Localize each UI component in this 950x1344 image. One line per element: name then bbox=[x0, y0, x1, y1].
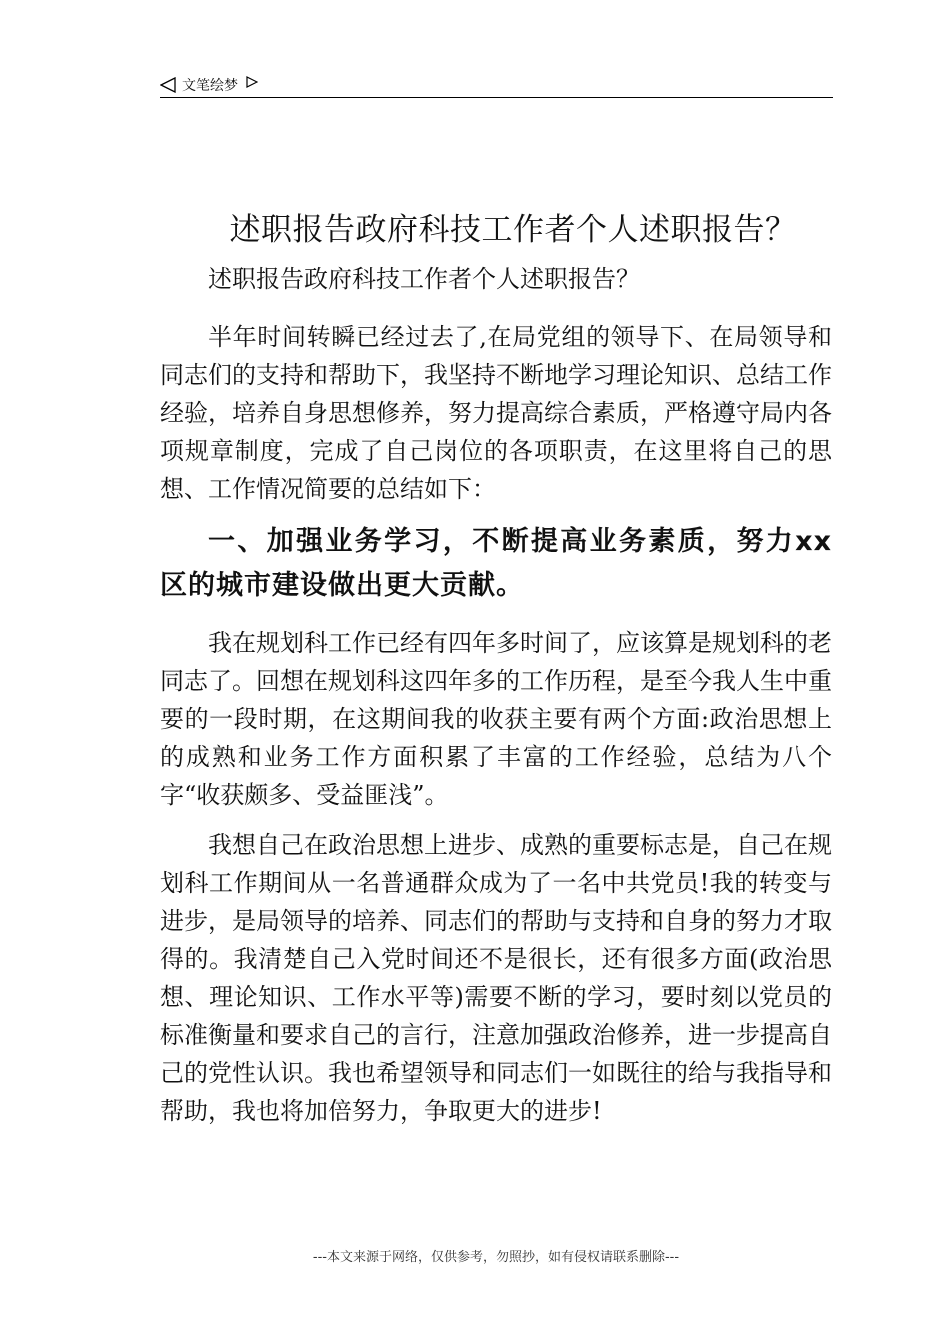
page-header bbox=[160, 72, 832, 98]
header-brand: 文笔绘梦 bbox=[182, 78, 238, 94]
header-divider bbox=[160, 97, 833, 98]
page-footer: ---本文来源于网络，仅供参考，勿照抄，如有侵权请联系删除--- bbox=[312, 1250, 680, 1265]
document-title: 述职报告政府科技工作者个人述职报告？ bbox=[229, 212, 797, 248]
triangle-left-icon bbox=[160, 77, 176, 93]
body-paragraph: 我想自己在政治思想上进步、成熟的重要标志是，自己在规划科工作期间从一名普通群众成为了一名中共党员!我的转变与进步，是局领导的培养、同志们的帮助与支持和自身的努力才取得的。我清楚自己入党时间还不是很长，还有很多方面(政治思想、理论知识、工作水平等)需要不断的学习，要时刻以党员的标准衡量和要求自己的言行，注意加强政治修养，进一步提高自己的党性认识。我也希望领导和同志们一如既往的给与我指导和帮助，我也将加倍努力，争取更大的进步! bbox=[160, 831, 832, 1125]
section-heading: 一、加强业务学习，不断提高业务素质，努力xx区的城市建设做出更大贡献。 bbox=[160, 526, 832, 601]
body-paragraph: 我在规划科工作已经有四年多时间了，应该算是规划科的老同志了。回想在规划科这四年多的工作历程，是至今我人生中重要的一段时期，在这期间我的收获主要有两个方面:政治思想上的成熟和业务工作方面积累了丰富的工作经验，总结为八个字“收获颇多、受益匪浅”。 bbox=[160, 629, 832, 809]
intro-paragraph: 半年时间转瞬已经过去了,在局党组的领导下、在局领导和同志们的支持和帮助下，我坚持不断地学习理论知识、总结工作经验，培养自身思想修养，努力提高综合素质，严格遵守局内各项规章制度，完成了自己岗位的各项职责，在这里将自己的思想、工作情况简要的总结如下： bbox=[160, 323, 832, 503]
document-body bbox=[160, 260, 832, 1142]
triangle-right-icon bbox=[246, 76, 258, 88]
document-subtitle: 述职报告政府科技工作者个人述职报告？ bbox=[208, 265, 640, 293]
